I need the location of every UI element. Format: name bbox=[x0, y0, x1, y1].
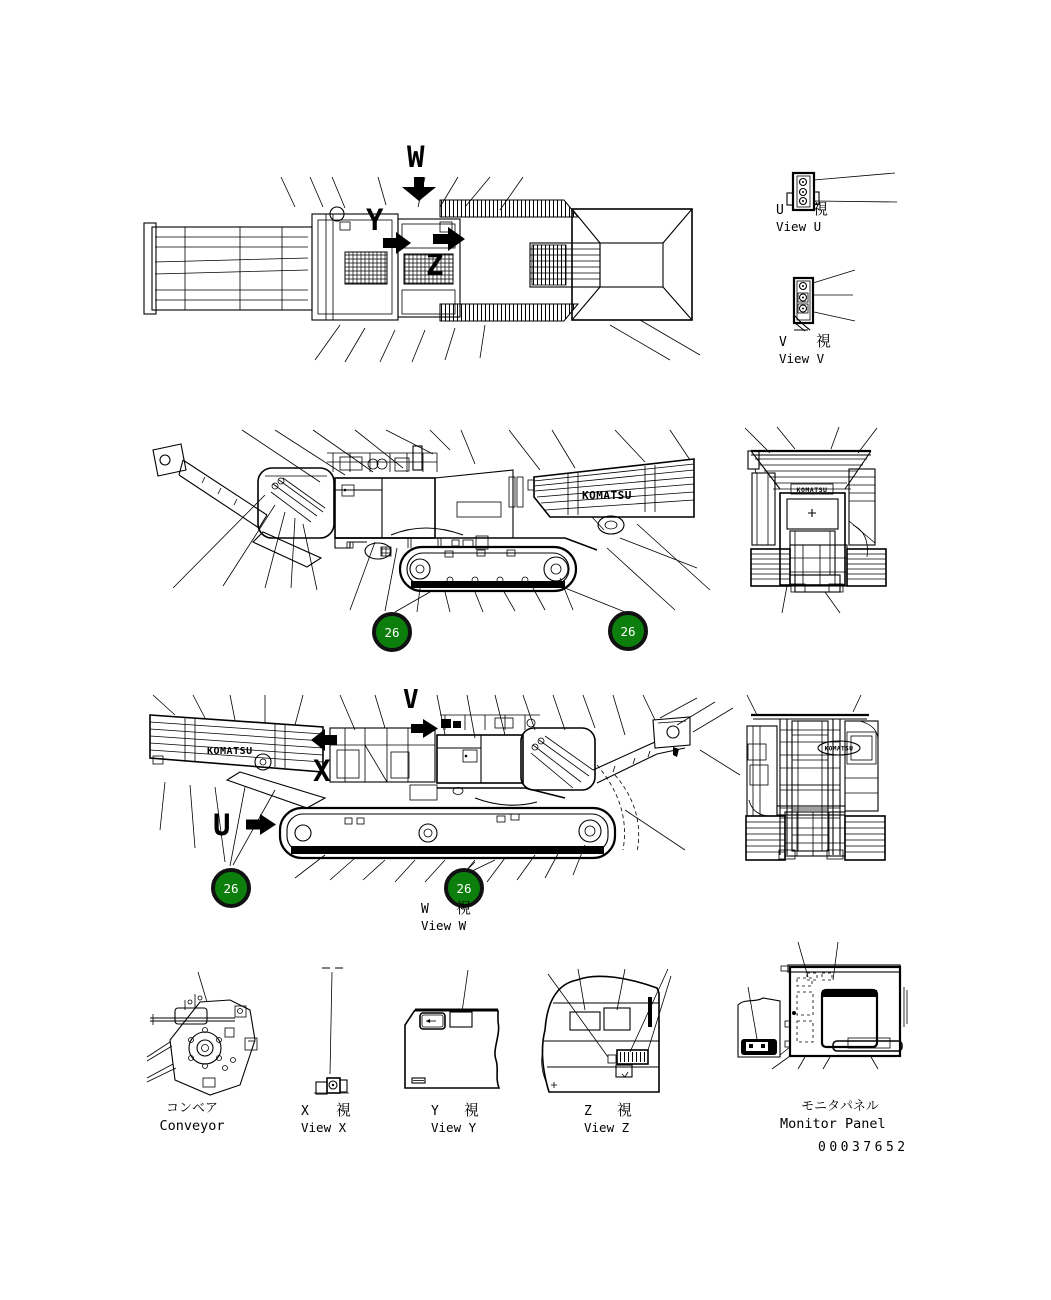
badge-number: 26 bbox=[384, 624, 400, 640]
view-x-kanji: 視 bbox=[335, 1101, 351, 1119]
front-view-drawing bbox=[735, 688, 893, 893]
badge-number: 26 bbox=[620, 623, 636, 639]
front-crawlers bbox=[746, 812, 885, 860]
view-x-label bbox=[301, 1103, 351, 1135]
plan-discharge-conveyor bbox=[144, 223, 312, 314]
view-u-caption: View U bbox=[776, 219, 822, 234]
view-v-letter: V bbox=[779, 335, 787, 350]
marker-letter-u: U bbox=[213, 808, 231, 842]
view-w-label bbox=[421, 901, 471, 933]
komatsu-logo-side-b: KOMATSU bbox=[207, 746, 253, 757]
callout-badge-26 bbox=[372, 612, 412, 652]
plan-feeder-section bbox=[312, 203, 398, 320]
drawing-number: 00037652 bbox=[818, 1140, 909, 1155]
view-x-arrow-left-icon bbox=[311, 729, 337, 751]
view-u-label bbox=[776, 202, 828, 234]
side-a-chassis bbox=[335, 528, 597, 559]
badge-number: 26 bbox=[456, 880, 472, 896]
view-u-letter: U bbox=[776, 203, 784, 218]
view-u-arrow-right-icon bbox=[246, 814, 276, 835]
marker-letter-x: X bbox=[313, 754, 331, 788]
conveyor-label-en: Conveyor bbox=[159, 1118, 225, 1134]
marker-letter-w: W bbox=[407, 140, 425, 174]
view-y-caption: View Y bbox=[431, 1120, 477, 1135]
side-a-conveyor bbox=[153, 444, 267, 528]
side-a-crawler bbox=[400, 547, 576, 591]
view-y-kanji: 視 bbox=[463, 1101, 479, 1119]
monitor-panel-label-jp: モニタパネル bbox=[801, 1099, 879, 1114]
side-a-hopper bbox=[528, 459, 694, 534]
view-y-label bbox=[431, 1103, 479, 1135]
plan-hopper bbox=[530, 209, 692, 320]
front-mast-conveyor bbox=[780, 719, 840, 855]
side-view-left-drawing bbox=[145, 420, 750, 620]
view-w-caption: View W bbox=[421, 918, 467, 933]
side-b-deck bbox=[440, 715, 540, 730]
side-b-conveyor bbox=[593, 717, 690, 783]
front-left-pod bbox=[747, 726, 777, 816]
view-y-detail-drawing bbox=[395, 965, 520, 1095]
callout-badge-26 bbox=[211, 868, 251, 908]
side-b-chassis bbox=[410, 785, 565, 805]
marker-letter-z: Z bbox=[426, 248, 444, 282]
monitor-panel-drawing bbox=[735, 935, 910, 1073]
side-b-hopper bbox=[150, 715, 325, 808]
side-b-crusher-guard bbox=[521, 728, 595, 790]
rear-view-drawing bbox=[735, 425, 895, 625]
view-w-arrow-down-icon bbox=[402, 177, 436, 201]
komatsu-logo-side-a: KOMATSU bbox=[582, 489, 632, 502]
front-right-pod bbox=[818, 721, 878, 811]
conveyor-label-jp: コンベア bbox=[165, 1101, 218, 1116]
view-w-letter: W bbox=[421, 902, 429, 917]
view-y-arrow-right-icon bbox=[383, 232, 411, 254]
side-b-crawler bbox=[280, 765, 639, 858]
view-w-kanji: 視 bbox=[455, 899, 471, 917]
view-v-caption: View V bbox=[779, 351, 825, 366]
side-b-body bbox=[437, 735, 523, 783]
view-z-detail-drawing bbox=[535, 962, 675, 1100]
monitor-main bbox=[781, 965, 907, 1056]
view-z-label bbox=[584, 1103, 632, 1135]
komatsu-logo-rear: KOMATSU bbox=[796, 486, 828, 494]
monitor-left-detail bbox=[738, 998, 780, 1057]
view-v-label bbox=[779, 334, 831, 366]
view-u-kanji: 視 bbox=[812, 200, 828, 218]
view-y-letter: Y bbox=[431, 1104, 439, 1119]
view-z-arrow-right-icon bbox=[433, 227, 465, 251]
side-a-deck bbox=[327, 446, 437, 472]
view-v-detail-drawing bbox=[780, 268, 900, 338]
marker-letter-y: Y bbox=[366, 203, 384, 237]
conveyor-label bbox=[150, 1102, 234, 1134]
view-z-letter: Z bbox=[584, 1104, 592, 1119]
rear-side-pods bbox=[748, 451, 875, 557]
view-v-arrow-right-icon bbox=[411, 719, 438, 738]
view-v-kanji: 視 bbox=[815, 332, 831, 350]
callout-badge-26 bbox=[608, 611, 648, 651]
view-z-kanji: 視 bbox=[616, 1101, 632, 1119]
view-x-letter: X bbox=[301, 1104, 309, 1119]
view-x-caption: View X bbox=[301, 1120, 347, 1135]
badge-number: 26 bbox=[223, 880, 239, 896]
marker-letter-v: V bbox=[403, 685, 419, 715]
monitor-panel-label-en: Monitor Panel bbox=[780, 1116, 886, 1132]
view-z-caption: View Z bbox=[584, 1120, 630, 1135]
view-x-detail-drawing bbox=[300, 962, 370, 1102]
komatsu-logo-front: KOMATSU bbox=[824, 745, 854, 753]
